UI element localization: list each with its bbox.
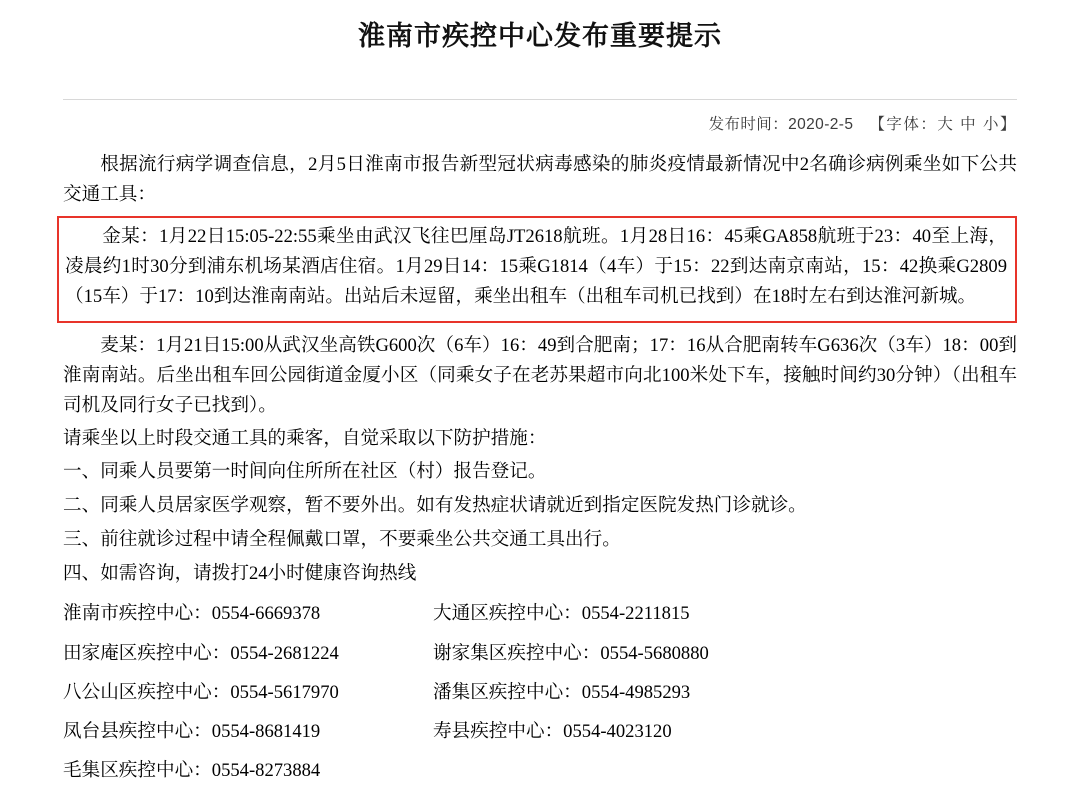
paragraph-case-one: 金某：1月22日15:05-22:55乘坐由武汉飞往巴厘岛JT2618航班。1月28日16：45乘GA858航班于23：40至上海，凌晨约1时30分到浦东机场某酒店住宿。1月29日14：15乘G1814（4车）于15：22到达南京南站，15：42换乘G2809（15车）于17：10到达淮南南站。出站后未逗留，乘坐出租车（出租车司机已找到）在18时左右到达淮河新城。 <box>65 226 1007 308</box>
contact-phone: 0554-5680880 <box>600 642 709 664</box>
document-body <box>63 150 1017 786</box>
notice-item-1: 一、同乘人员要第一时间向住所所在社区（村）报告登记。 <box>63 460 547 482</box>
publish-date: 2020-2-5 <box>788 116 854 133</box>
contact-name: 谢家集区疾控中心： <box>433 642 601 664</box>
notice-item-3: 三、前往就诊过程中请全程佩戴口罩，不要乘坐公共交通工具出行。 <box>63 529 621 551</box>
contact-phone: 0554-8681419 <box>211 720 321 742</box>
paragraph-case-two: 麦某：1月21日15:00从武汉坐高铁G600次（6车）16：49到合肥南；17：16从合肥南转车G636次（3车）18：00到淮南南站。后坐出租车回公园街道金厦小区（同乘女子在老苏果超市向北100米处下车，接触时间约30分钟）（出租车司机及同行女子已找到）。 <box>63 334 1017 416</box>
contact-item <box>63 717 433 747</box>
contact-item <box>63 756 433 786</box>
contact-name: 大通区疾控中心： <box>433 603 582 625</box>
contact-item <box>433 599 1017 629</box>
page-title: 淮南市疾控中心发布重要提示 <box>358 21 722 51</box>
notice-item-4: 四、如需咨询，请拨打24小时健康咨询热线 <box>63 563 417 585</box>
contact-name: 凤台县疾控中心： <box>63 720 212 742</box>
contact-item <box>433 678 1017 708</box>
contact-phone: 0554-6669378 <box>211 603 321 625</box>
paragraph-call-to-action: 请乘坐以上时段交通工具的乘客，自觉采取以下防护措施： <box>63 427 547 449</box>
contact-phone: 0554-2211815 <box>581 603 690 625</box>
highlighted-case-box <box>57 216 1017 322</box>
contact-name: 潘集区疾控中心： <box>433 681 582 703</box>
publish-label: 发布时间： <box>708 116 789 133</box>
notice-list <box>63 457 1017 589</box>
contact-list <box>63 599 1017 786</box>
contact-name: 毛集区疾控中心： <box>63 759 212 781</box>
contact-phone: 0554-8273884 <box>211 759 321 781</box>
contact-item <box>63 678 433 708</box>
contact-name: 田家庵区疾控中心： <box>63 642 231 664</box>
contact-phone: 0554-4985293 <box>581 681 691 703</box>
contact-name: 八公山区疾控中心： <box>63 681 231 703</box>
paragraph-intro: 根据流行病学调查信息，2月5日淮南市报告新型冠状病毒感染的肺炎疫情最新情况中2名确诊病例乘坐如下公共交通工具： <box>63 154 1017 206</box>
contact-phone: 0554-5617970 <box>230 681 339 703</box>
contact-item <box>433 717 1017 747</box>
document-meta <box>63 99 1017 134</box>
contact-name: 淮南市疾控中心： <box>63 603 212 625</box>
font-size-switcher[interactable]: 【字体：大 中 小】 <box>869 116 1017 133</box>
contact-item-empty <box>433 756 1017 786</box>
contact-phone: 0554-2681224 <box>230 642 339 664</box>
contact-item <box>63 639 433 669</box>
contact-phone: 0554-4023120 <box>563 720 672 742</box>
contact-name: 寿县疾控中心： <box>433 720 564 742</box>
publish-info <box>709 112 854 134</box>
notice-item-2: 二、同乘人员居家医学观察，暂不要外出。如有发热症状请就近到指定医院发热门诊就诊。 <box>63 495 807 517</box>
contact-item <box>433 639 1017 669</box>
contact-item <box>63 599 433 629</box>
